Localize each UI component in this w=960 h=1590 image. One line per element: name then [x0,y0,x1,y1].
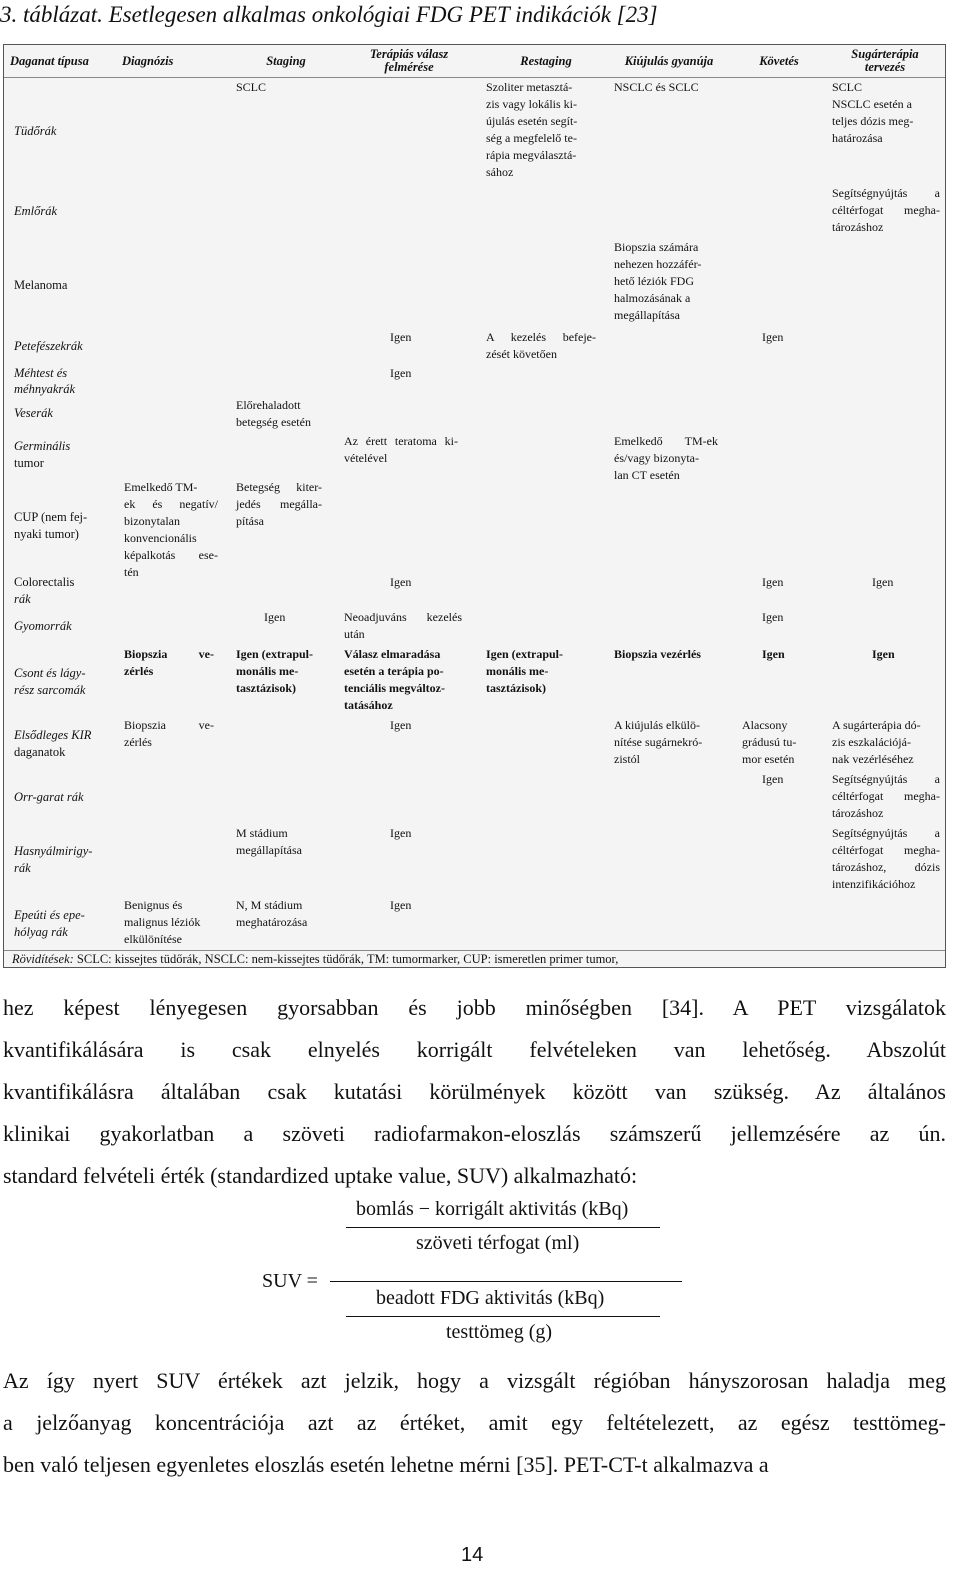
formula-inner-bar-top [346,1227,660,1228]
cell-uterus-therapy: Igen [390,366,412,380]
row-label-nasopharynx: Orr-garat rák [14,790,84,804]
cell-lung-recurrence: NSCLC és SCLC [614,80,699,94]
cell-germ-recurrence: Emelkedő TM-ek és/vagy bizonyta- lan CT esetén [614,434,718,482]
cell-cns-followup: Alacsony grádusú tu- mor esetén [742,718,797,766]
formula-inner-bar-bottom [346,1316,660,1317]
paragraph-1: hez képest lényegesen gyorsabban és jobb minőségben [34]. A PET vizsgálatok kvantifikálására is csak elnyelés korrigált felvételeken van lehetőség. Abszolút kvantifikálásra általában csak kutatási körülmények között van szükség. Az általános klinikai gyakorlatban a szöveti radiofarmakon-eloszlás számszerű jellemzésére az ún. standard felvételi érték (standardized uptake value, SUV) alkalmazható: [3,995,946,1188]
cell-naso-followup: Igen [762,772,784,786]
cell-ovary-restaging: A kezelés befeje- zését követően [486,330,596,361]
row-label-cup: CUP (nem fej- nyaki tumor) [14,510,88,541]
formula-denominator-top: beadott FDG aktivitás (kBq) [376,1287,605,1309]
cell-stomach-therapy: Neoadjuváns kezelés után [344,610,462,641]
paragraph-2: Az így nyert SUV értékek azt jelzik, hogy a vizsgált régióban hányszorosan haladja meg a jelzőanyag koncentrációja azt az értéket, amit egy feltételezett, az egész testtömeg- ben való teljesen egyenletes eloszlás esetén lehetne mérni [35]. PET-CT-t alkalmazva a [3,1368,946,1477]
cell-ovary-therapy: Igen [390,330,412,344]
cell-stomach-staging: Igen [264,610,286,624]
header-followup: Követés [759,54,799,68]
cell-cns-therapy: Igen [390,718,412,732]
header-radiotherapy: Sugárterápia tervezés [851,47,919,74]
cell-naso-radiotherapy: Segítségnyújtás a céltérfogat megha- tározáshoz [832,772,940,820]
cell-kidney-staging: Előrehaladott betegség esetén [236,398,311,429]
cell-cns-diagnosis: Biopszia ve- zérlés [124,718,214,749]
row-label-colorectal: Colorectalis rák [14,575,75,606]
header-diagnosis: Diagnózis [122,54,174,68]
cell-cup-diagnosis: Emelkedő TM- ek és negatív/ bizonytalan konvencionális képalkotás ese- tén [124,480,218,579]
cell-lung-staging: SCLC [236,80,267,94]
cell-colorectal-followup: Igen [762,575,784,589]
header-restaging: Restaging [520,54,572,68]
formula-main-bar [330,1281,682,1282]
row-label-lung: Tüdőrák [14,124,57,138]
header-type: Daganat típusa [10,54,89,68]
cell-sarcoma-restaging: Igen (extrapul- monális me- tasztázisok) [486,647,563,695]
row-label-ovary: Petefészekrák [14,339,83,353]
cell-sarcoma-therapy: Válasz elmaradása esetén a terápia po- tenciális megváltoz- tatásához [344,647,445,712]
row-label-stomach: Gyomorrák [14,619,72,633]
row-label-pancreas: Hasnyálmirigy- rák [14,844,93,875]
cell-biliary-therapy: Igen [390,898,412,912]
header-staging: Staging [266,54,306,68]
cell-pancreas-therapy: Igen [390,826,412,840]
indications-table [3,44,946,968]
formula-numerator-bottom: szöveti térfogat (ml) [416,1232,580,1254]
row-label-melanoma: Melanoma [14,278,68,292]
cell-sarcoma-diagnosis: Biopszia ve- zérlés [124,647,214,678]
row-label-biliary: Epeúti és epe- hólyag rák [14,908,85,939]
cell-biliary-staging: N, M stádium meghatározása [236,898,308,929]
cell-sarcoma-radiotherapy: Igen [872,647,895,661]
cell-cns-radiotherapy: A sugárterápia dó- zis eszkalációjá- nak vezérléséhez [832,718,921,766]
cell-sarcoma-recurrence: Biopszia vezérlés [614,647,701,661]
table-caption: 3. táblázat. Esetlegesen alkalmas onkológiai FDG PET indikációk [23] [0,2,658,27]
cell-pancreas-staging: M stádium megállapítása [236,826,302,857]
cell-sarcoma-followup: Igen [762,647,785,661]
page-number: 14 [461,1544,484,1566]
row-label-germ-cell: Germinális tumor [14,439,71,470]
cell-colorectal-radiotherapy: Igen [872,575,894,589]
header-recurrence: Kiújulás gyanúja [624,54,714,68]
cell-germ-therapy: Az érett teratoma ki- vételével [344,434,458,465]
row-label-kidney: Veserák [14,406,53,420]
header-therapy: Terápiás válasz felmérése [369,47,449,74]
cell-pancreas-radiotherapy: Segítségnyújtás a céltérfogat megha- tározáshoz, dózis intenzifikációhoz [832,826,940,891]
cell-cup-staging: Betegség kiter- jedés megálla- pítása [236,480,322,528]
row-label-sarcoma: Csont és lágy- rész sarcomák [14,666,86,697]
cell-ovary-followup: Igen [762,330,784,344]
header-divider [4,77,945,78]
cell-breast-radiotherapy: Segítségnyújtás a céltérfogat megha- tározáshoz [832,186,940,234]
cell-cns-recurrence: A kiújulás elkülö- nítése sugárnekró- zistól [614,718,703,766]
formula-denominator-bottom: testtömeg (g) [446,1321,553,1343]
row-label-uterus: Méhtest és méhnyakrák [14,366,76,396]
cell-biliary-diagnosis: Benignus és malignus léziók elkülönítése [124,898,201,946]
cell-lung-radiotherapy: SCLC NSCLC esetén a teljes dózis meg- határozása [832,80,914,145]
formula-numerator-top: bomlás − korrigált aktivitás (kBq) [356,1198,629,1220]
cell-lung-restaging: Szoliter metasztá- zis vagy lokális ki- újulás esetén segít- ség a megfelelő te- rápia megválasztá- sához [486,80,578,179]
cell-sarcoma-staging: Igen (extrapul- monális me- tasztázisok) [236,647,313,695]
formula-lhs: SUV = [262,1270,318,1292]
cell-colorectal-therapy: Igen [390,575,412,589]
abbreviations-note: Rövidítések: SCLC: kissejtes tüdőrák, NSCLC: nem-kissejtes tüdőrák, TM: tumormarker, CUP: ismeretlen primer tumor, [12,952,619,966]
row-label-cns: Elsődleges KIR daganatok [14,728,92,759]
cell-stomach-followup: Igen [762,610,784,624]
row-label-breast: Emlőrák [14,204,58,218]
cell-melanoma-recurrence: Biopszia számára nehezen hozzáfér- hető léziók FDG halmozásának a megállapítása [614,240,702,322]
